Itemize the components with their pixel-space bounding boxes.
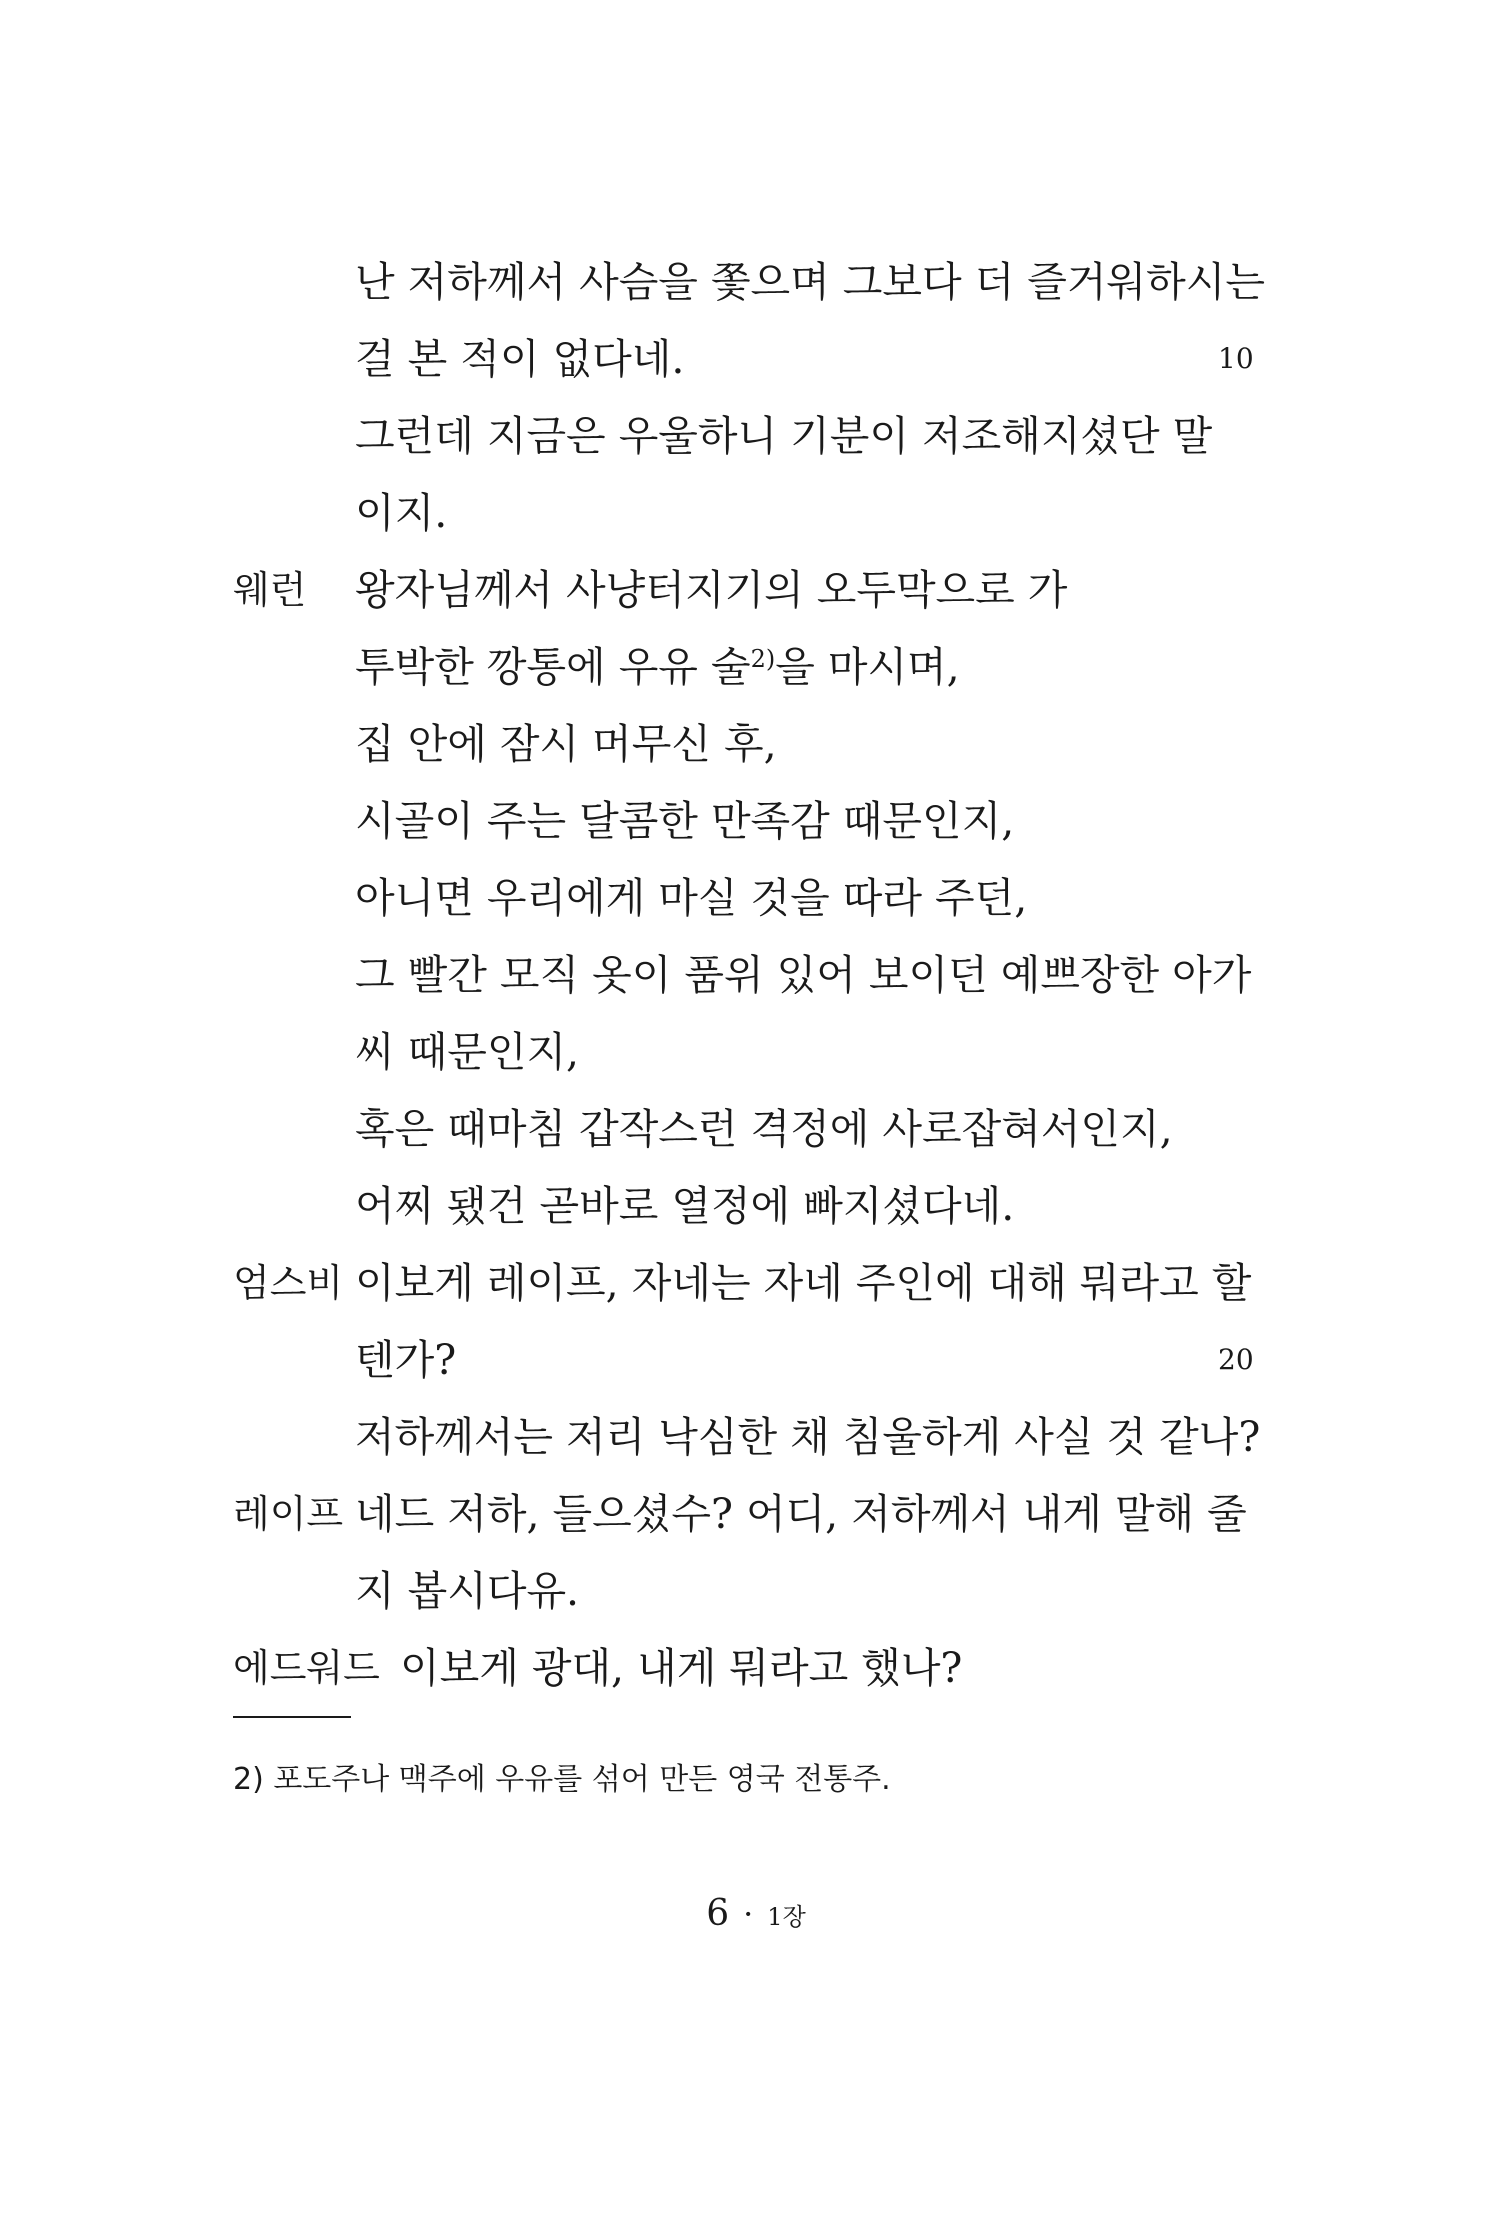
verse-line [355, 639, 1173, 695]
verse-line: 어찌 됐건 곧바로 열정에 빠지셨다네. [355, 1182, 1015, 1230]
verse-text: 을 마시며, [775, 643, 960, 691]
verse-line: 시골이 주는 달콤한 만족감 때문인지, [355, 797, 1015, 845]
page-footer [0, 1892, 1512, 1939]
footer-separator: · [743, 1895, 754, 1933]
speaker-name: 레이프 [233, 1492, 344, 1536]
verse-line: 이지. [355, 489, 448, 537]
verse-line: 그런데 지금은 우울하니 기분이 저조해지셨단 말 [355, 412, 1213, 460]
verse-line: 혹은 때마침 갑작스런 격정에 사로잡혀서인지, [355, 1105, 1173, 1153]
verse-line: 이보게 레이프, 자네는 자네 주인에 대해 뭐라고 할 [355, 1259, 1252, 1307]
speaker-name: 엄스비 [233, 1261, 344, 1305]
verse-line: 텐가? [355, 1336, 457, 1384]
verse-line: 왕자님께서 사냥터지기의 오두막으로 가 [355, 566, 1068, 614]
line-number: 10 [1218, 342, 1254, 375]
verse-line: 네드 저하, 들으셨수? 어디, 저하께서 내게 말해 줄 [355, 1490, 1247, 1538]
verse-line: 아니면 우리에게 마실 것을 따라 주던, [355, 874, 1028, 922]
line-number: 20 [1218, 1343, 1254, 1376]
page-number: 6 [706, 1893, 730, 1934]
verse-line: 집 안에 잠시 머무신 후, [355, 720, 777, 768]
speaker-name: 에드워드 [233, 1646, 380, 1690]
verse-line: 저하께서는 저리 낙심한 채 침울하게 사실 것 같나? [355, 1413, 1261, 1461]
verse-line: 걸 본 적이 없다네. [355, 335, 685, 383]
footnote: 2) 포도주나 맥주에 우유를 섞어 만든 영국 전통주. [233, 1762, 891, 1797]
verse-text: 투박한 깡통에 우유 술 [355, 643, 751, 691]
footnote-rule [233, 1716, 351, 1718]
verse-line: 지 봅시다유. [355, 1567, 580, 1615]
chapter-label: 1장 [767, 1903, 806, 1931]
verse-line: 난 저하께서 사슴을 쫓으며 그보다 더 즐거워하시는 [355, 258, 1265, 306]
footnote-reference: 2) [750, 645, 776, 673]
verse-line: 씨 때문인지, [355, 1028, 580, 1076]
speaker-name: 웨런 [233, 568, 307, 612]
verse-line: 이보게 광대, 내게 뭐라고 했나? [400, 1644, 963, 1692]
verse-line: 그 빨간 모직 옷이 품위 있어 보이던 예쁘장한 아가 [355, 951, 1252, 999]
